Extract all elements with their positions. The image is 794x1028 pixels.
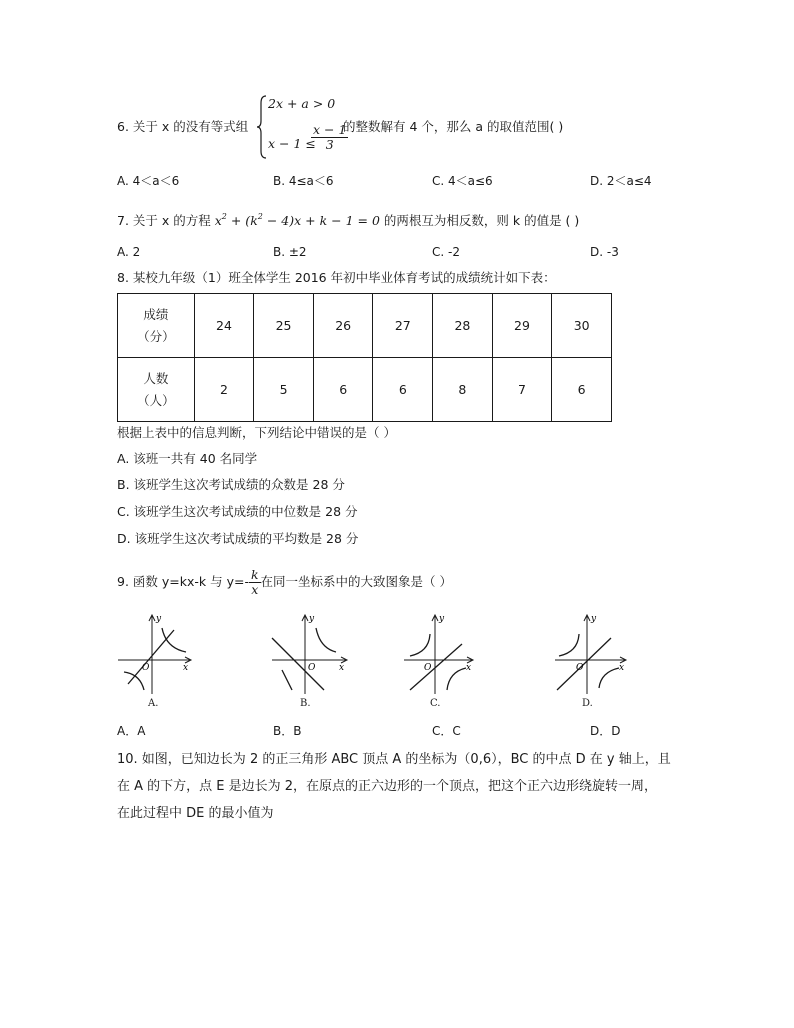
- svg-text:O: O: [308, 663, 316, 673]
- q6-fraction-denominator: 3: [325, 137, 334, 152]
- table-row: [118, 358, 612, 422]
- graph-b-label: B.: [300, 698, 311, 709]
- q9-suffix: 在同一坐标系中的大致图象是（ ）: [260, 574, 453, 589]
- q10-line-1: 10. 如图，已知边长为 2 的正三角形 ABC 顶点 A 的坐标为（0,6），BC 的中点 D 在 y 轴上，且: [117, 752, 671, 767]
- table-cell: 7: [492, 358, 552, 422]
- table-cell: 25: [254, 294, 314, 358]
- svg-text:y: y: [439, 614, 445, 624]
- table-cell: 5: [254, 358, 314, 422]
- graph-d: [553, 610, 633, 698]
- table-cell: 24: [194, 294, 254, 358]
- q9-option-b[interactable]: B．B: [273, 724, 302, 738]
- q7-option-d[interactable]: D. -3: [590, 245, 619, 259]
- q6-suffix: 的整数解有 4 个，那么 a 的取值范围( ): [343, 119, 564, 134]
- q9-option-c[interactable]: C．C: [432, 724, 461, 738]
- svg-text:O: O: [142, 663, 150, 673]
- q6-prefix: 6. 关于 x 的没有等式组: [117, 119, 249, 134]
- q8-option-a[interactable]: A. 该班一共有 40 名同学: [117, 451, 258, 466]
- svg-text:x: x: [183, 663, 189, 673]
- svg-text:x: x: [466, 663, 472, 673]
- q6-system-line1: 2x + a > 0: [268, 96, 336, 111]
- q7-option-c[interactable]: C. -2: [432, 245, 460, 259]
- q6-system-brace: [256, 95, 268, 159]
- table-cell: 27: [373, 294, 433, 358]
- q6-fraction-numerator: x − 1: [313, 122, 347, 137]
- graph-b: [270, 610, 350, 698]
- table-row-label: 人数 （人）: [118, 358, 195, 422]
- q9-fraction-denominator: x: [251, 582, 259, 597]
- svg-text:O: O: [424, 663, 432, 673]
- q10-line-2: 在 A 的下方，点 E 是边长为 2，在原点的正六边形的一个顶点，把这个正六边形绕旋转一周，: [117, 779, 658, 794]
- q7-stem: [117, 213, 579, 229]
- graph-c: [402, 610, 482, 698]
- q9-fraction: [249, 568, 261, 597]
- svg-text:x: x: [619, 663, 625, 673]
- q6-option-b[interactable]: B. 4≤a＜6: [273, 174, 334, 188]
- table-cell: 28: [433, 294, 493, 358]
- score-table: [117, 293, 612, 422]
- svg-text:y: y: [309, 614, 315, 624]
- table-cell: 2: [194, 358, 254, 422]
- q7-option-a[interactable]: A. 2: [117, 245, 141, 259]
- svg-text:y: y: [591, 614, 597, 624]
- graph-c-label: C.: [430, 698, 441, 709]
- table-cell: 30: [552, 294, 612, 358]
- table-row-label: 成绩 （分）: [118, 294, 195, 358]
- graph-d-label: D.: [582, 698, 593, 709]
- q8-option-b[interactable]: B. 该班学生这次考试成绩的众数是 28 分: [117, 477, 345, 492]
- q7-prefix: 7. 关于 x 的方程: [117, 213, 211, 228]
- q9-fraction-numerator: k: [250, 567, 259, 582]
- q6-option-d[interactable]: D. 2＜a≤4: [590, 174, 652, 188]
- table-cell: 29: [492, 294, 552, 358]
- table-cell: 8: [433, 358, 493, 422]
- table-cell: 6: [552, 358, 612, 422]
- q7-suffix: 的两根互为相反数，则 k 的值是 ( ): [383, 213, 580, 228]
- table-cell: 6: [313, 358, 373, 422]
- graph-a-label: A.: [148, 698, 159, 709]
- q6-system-line2: x − 1 ≤: [268, 136, 316, 151]
- q9-prefix: 9. 函数 y=kx-k 与 y=-: [117, 574, 249, 589]
- q10-line-3: 在此过程中 DE 的最小值为: [117, 806, 274, 821]
- svg-text:x: x: [339, 663, 345, 673]
- q8-option-c[interactable]: C. 该班学生这次考试成绩的中位数是 28 分: [117, 504, 358, 519]
- q7-equation: $x^2 + (k^2 - 4)x + k - 1 = 0$: [214, 212, 380, 228]
- q9-option-d[interactable]: D．D: [590, 724, 621, 738]
- q8-question: 根据上表中的信息判断，下列结论中错误的是（ ）: [117, 425, 396, 440]
- q9-stem: [117, 568, 452, 597]
- q8-stem: 8. 某校九年级（1）班全体学生 2016 年初中毕业体育考试的成绩统计如下表：: [117, 270, 556, 285]
- svg-text:y: y: [156, 614, 162, 624]
- graph-a: [116, 610, 196, 698]
- q6-option-a[interactable]: A. 4＜a＜6: [117, 174, 180, 188]
- table-row: [118, 294, 612, 358]
- table-cell: 26: [313, 294, 373, 358]
- q9-option-a[interactable]: A．A: [117, 724, 146, 738]
- table-cell: 6: [373, 358, 433, 422]
- q7-option-b[interactable]: B. ±2: [273, 245, 307, 259]
- q6-option-c[interactable]: C. 4＜a≤6: [432, 174, 493, 188]
- svg-text:O: O: [576, 663, 584, 673]
- q8-option-d[interactable]: D. 该班学生这次考试成绩的平均数是 28 分: [117, 531, 359, 546]
